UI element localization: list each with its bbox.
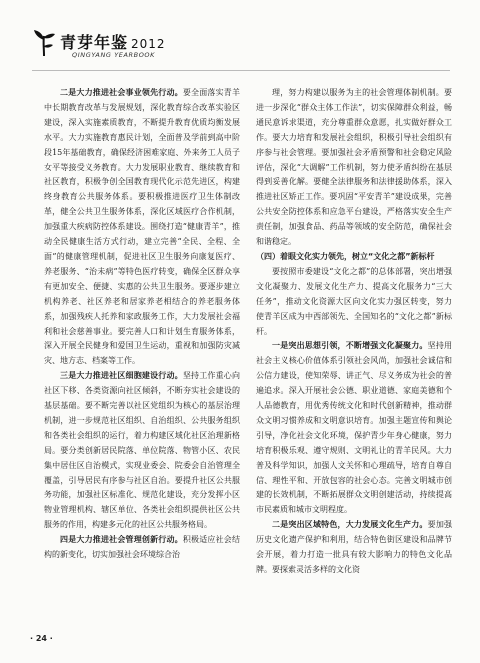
paragraph-body: 要全面落实青羊中长期教育改革与发展规划，深化教育综合改革实验区建设，深入实施素质教育，不断提升教育优质均衡发展水平。大力实施教育惠民计划，全面普及学前到高中阶段15年基础教育，确保经济困难家庭、外来务工人员子女平等接受义务教育。大力发展职业教育、继续教育和社区教育，积极争创全国教育现代化示范先进区，构建终身教育公共服务体系。要积极推进医疗卫生体制改革，健全公共卫生服务体系，深化区域医疗合作机制，加强重大疾病防控体系建设。围绕打造“健康青羊”，推动全民健康生活方式行动，建立完善“全民、全程、全面”的健康管理机制，促进社区卫生服务向康复医疗、养老服务、“治未病”等特色医疗转变，确保全区群众享有更加安全、便捷、实惠的公共卫生服务。要逐步建立机构养老、社区养老和居家养老相结合的养老服务体系，加强残疾人托养和家政服务工作，大力发展社会福利和社会慈善事业。要完善人口和计划生育服务体系，深入开展全民健身和爱国卫生运动，重视和加强防灾减灾、地方志、档案等工作。 bbox=[44, 88, 241, 366]
paragraph bbox=[256, 339, 452, 518]
paragraph bbox=[44, 369, 240, 533]
paragraph-lead: 四是大力推进社会管理创新行动。 bbox=[60, 535, 183, 545]
paragraph-body: 积极适应社会结构的新变化，切实加强社会环境综合治 bbox=[44, 535, 241, 560]
paragraph bbox=[256, 86, 452, 250]
paragraph bbox=[256, 518, 452, 578]
header-divider bbox=[32, 70, 450, 71]
paragraph-body: 要按照市委建设“文化之都”的总体部署，突出增强文化凝聚力、发展文化生产力、提高文化服务力“三大任务”，推动文化资源大区向文化实力强区转变，努力使青羊区成为中西部领先、全国知名的“文化之都”新标杆。 bbox=[256, 266, 452, 336]
yearbook-title bbox=[60, 30, 166, 53]
sprout-logo-icon bbox=[32, 28, 56, 58]
paragraph-lead: 二是突出区域特色，大力发展文化生产力。 bbox=[272, 520, 428, 530]
paragraph-lead: 三是大力推进社区细胞建设行动。 bbox=[60, 371, 183, 381]
paragraph-body: 坚持工作重心向社区下移、各类资源向社区倾斜，不断夯实社会建设的基层基础。要不断完善以社区党组织为核心的基层治理机制，进一步规范社区组织、自治组织、公共服务组织和各类社会组织的运行，着力构建区域化社区治理新格局。要分类创新居民院落、单位院落、物管小区、农民集中居住区自治模式，实现业委会、院委会自治管理全覆盖，引导居民有序参与社区自治。要提升社区公共服务功能，加强社区标准化、规范化建设，充分发挥小区物业管理机构、辖区单位、各类社会组织提供社区公共服务的作用，构建多元化的社区公共服务格局。 bbox=[44, 371, 241, 530]
page-number: · 24 · bbox=[30, 634, 53, 643]
paragraph-lead: 一是突出思想引领，不断增强文化凝聚力。 bbox=[272, 341, 428, 351]
left-column bbox=[44, 86, 240, 563]
section-heading: （四）着眼文化实力领先，树立“文化之都”新标杆 bbox=[256, 251, 435, 261]
yearbook-year: 2012 bbox=[131, 37, 166, 51]
yearbook-title-text: 青芽年鉴 bbox=[60, 33, 129, 52]
paragraph-body: 要加强历史文化遗产保护和利用，结合特色街区建设和品牌节会开展，着力打造一批具有较大影响力的特色文化品牌。要探索灵活多样的文化资 bbox=[256, 520, 453, 574]
yearbook-subtitle: QINGYANG YEARBOOK bbox=[72, 51, 156, 59]
right-column bbox=[256, 86, 452, 578]
paragraph-body: 坚持用社会主义核心价值体系引领社会风尚，加强社会诚信和公信力建设，使知荣辱、讲正气、尽义务成为社会的普遍追求。深入开展社会公德、职业道德、家庭美德和个人品德教育，用优秀传统文化和时代创新精神，推动群众文明习惯养成和文明意识培育。加强主题宣传和舆论引导，净化社会文化环境，保护青少年身心健康，努力培育积极乐观、遵守规则、文明礼让的青羊民风。大力普及科学知识，加强人文关怀和心理疏导，培育自尊自信、理性平和、开放包容的社会心态。完善文明城市创建的长效机制，不断拓展群众文明创建活动，持续提高市民素质和城市文明程度。 bbox=[256, 341, 453, 515]
paragraph-body: 理，努力构建以服务为主的社会管理体制机制。要进一步深化“群众主体工作法”，切实保障群众利益，畅通民意诉求渠道，充分尊重群众意愿，扎实做好群众工作。要大力培育和发展社会组织，积极引导社会组织有序参与社会管理。要加强社会矛盾预警和社会稳定风险评估，深化“大调解”工作机制，努力使矛盾纠纷在基层得到妥善化解。要健全法律服务和法律援助体系，深入推进社区矫正工作。要巩固“平安青羊”建设成果，完善公共安全防控体系和应急平台建设，严格落实安全生产责任制，加强食品、药品等领域的安全防范，确保社会和谐稳定。 bbox=[256, 88, 452, 247]
paragraph bbox=[44, 86, 240, 369]
paragraph-lead: 二是大力推进社会事业领先行动。 bbox=[60, 88, 183, 97]
paragraph bbox=[44, 533, 240, 563]
paragraph bbox=[256, 265, 452, 340]
